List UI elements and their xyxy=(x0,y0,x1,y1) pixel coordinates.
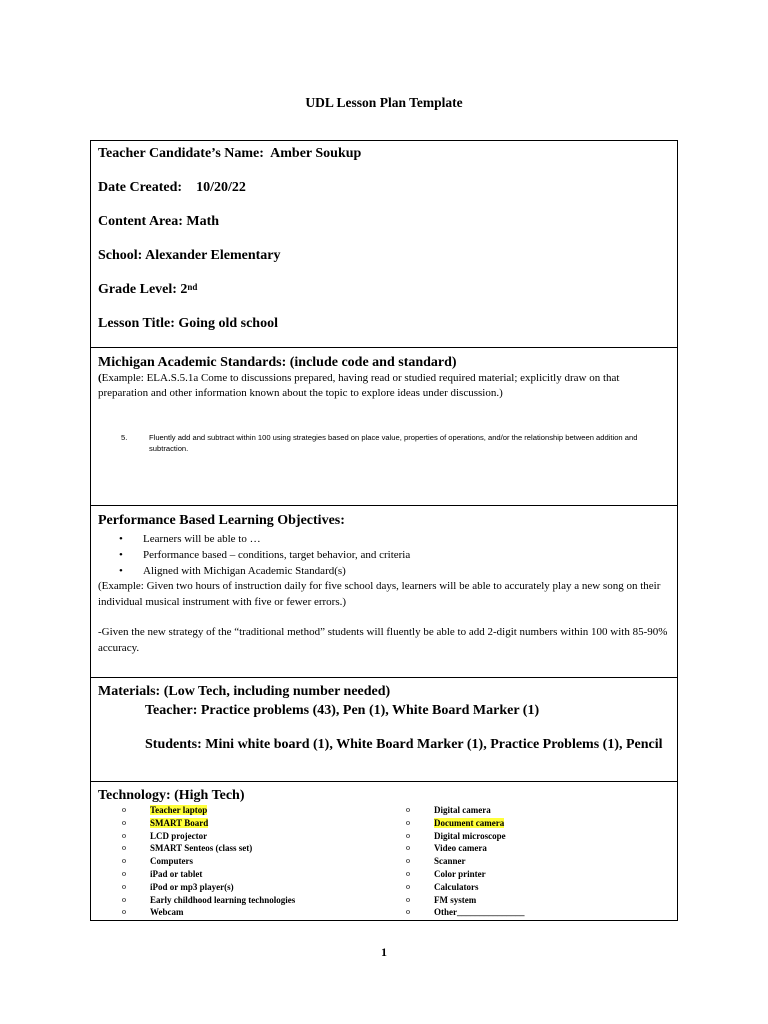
tech-item-smart-senteos-class-set xyxy=(122,842,295,855)
standard-item-text: Fluently add and subtract within 100 using strategies based on place value, properties of operations, and/or the relationship between addition and subtraction. xyxy=(149,433,638,453)
tech-item-ipod-or-mp3-player-s xyxy=(122,881,295,894)
tech-item-document-camera xyxy=(406,817,525,830)
tech-item-label: SMART Board xyxy=(150,817,209,828)
bullet-icon: • xyxy=(119,533,123,545)
tech-item-computers xyxy=(122,855,295,868)
tech-item-digital-microscope xyxy=(406,830,525,843)
bullet-text: Performance based – conditions, target behavior, and criteria xyxy=(143,549,411,561)
tech-item-label: SMART Senteos (class set) xyxy=(150,843,253,854)
list-item xyxy=(98,563,670,579)
materials-section xyxy=(91,678,677,782)
standards-section xyxy=(91,348,677,506)
grade-level-suffix: nd xyxy=(187,282,198,292)
technology-list-left xyxy=(122,804,295,919)
tech-item-webcam xyxy=(122,906,295,919)
lesson-title-value: Going old school xyxy=(178,316,278,331)
student-materials: Students: Mini white board (1), White Board Marker (1), Practice Problems (1), Pencil xyxy=(145,737,663,752)
tech-item-early-childhood-learning-technologies xyxy=(122,894,295,907)
tech-item-smart-board xyxy=(122,817,295,830)
standards-example xyxy=(98,371,670,401)
objectives-heading: Performance Based Learning Objectives: xyxy=(98,513,345,528)
teacher-info-section xyxy=(91,141,677,348)
teacher-name-label: Teacher Candidate’s Name: xyxy=(98,146,264,161)
circle-bullet-icon: o xyxy=(406,843,410,853)
circle-bullet-icon: o xyxy=(122,856,126,866)
tech-item-label: Teacher laptop xyxy=(150,805,208,815)
tech-item-label: Document camera xyxy=(434,817,505,828)
bullet-text: Aligned with Michigan Academic Standard(s) xyxy=(143,565,346,577)
objectives-bullet-list xyxy=(98,531,670,579)
grade-level-line xyxy=(98,280,670,314)
date-created-label: Date Created: xyxy=(98,180,183,195)
circle-bullet-icon: o xyxy=(122,868,126,878)
circle-bullet-icon: o xyxy=(122,881,126,891)
lesson-plan-form xyxy=(90,140,678,921)
tech-item-label: Color printer xyxy=(434,868,486,879)
technology-list xyxy=(98,804,670,916)
tech-item-label: Webcam xyxy=(150,907,184,918)
objectives-section xyxy=(91,506,677,678)
lesson-title-label: Lesson Title: xyxy=(98,316,175,331)
standard-item xyxy=(98,432,670,454)
tech-item-ipad-or-tablet xyxy=(122,868,295,881)
tech-item-label: Scanner xyxy=(434,856,466,867)
tech-item-label: FM system xyxy=(434,894,477,905)
circle-bullet-icon: o xyxy=(122,830,126,840)
content-area-value: Math xyxy=(186,214,220,229)
bullet-text: Learners will be able to … xyxy=(143,533,261,545)
tech-item-digital-camera xyxy=(406,804,525,817)
circle-bullet-icon: o xyxy=(122,894,126,904)
list-item xyxy=(98,547,670,563)
circle-bullet-icon: o xyxy=(406,817,410,827)
circle-bullet-icon: o xyxy=(122,817,126,827)
grade-level-value: 2 xyxy=(180,282,188,297)
tech-item-label: Early childhood learning technologies xyxy=(150,894,296,905)
circle-bullet-icon: o xyxy=(406,805,410,814)
grade-level-label: Grade Level: xyxy=(98,282,177,297)
tech-item-scanner xyxy=(406,855,525,868)
technology-section xyxy=(91,782,677,920)
circle-bullet-icon: o xyxy=(122,805,126,814)
bullet-icon: • xyxy=(119,565,123,577)
tech-item-fm-system xyxy=(406,894,525,907)
school-line xyxy=(98,246,670,280)
school-value: Alexander Elementary xyxy=(145,248,281,263)
date-created-value: 10/20/22 xyxy=(196,180,246,195)
tech-item-label: Calculators xyxy=(434,881,479,892)
circle-bullet-icon: o xyxy=(406,907,410,917)
circle-bullet-icon: o xyxy=(406,830,410,840)
bullet-icon: • xyxy=(119,549,123,561)
circle-bullet-icon: o xyxy=(406,856,410,866)
tech-item-teacher-laptop xyxy=(122,804,295,817)
tech-item-calculators xyxy=(406,881,525,894)
teacher-name-value: Amber Soukup xyxy=(270,146,362,161)
standard-item-number: 5. xyxy=(121,433,128,442)
tech-item-label: Digital microscope xyxy=(434,830,506,841)
tech-item-other xyxy=(406,906,525,919)
tech-item-label: iPod or mp3 player(s) xyxy=(150,881,234,892)
tech-item-label: iPad or tablet xyxy=(150,868,203,879)
tech-item-color-printer xyxy=(406,868,525,881)
content-area-label: Content Area: xyxy=(98,214,183,229)
document-title: UDL Lesson Plan Template xyxy=(305,95,463,110)
standards-example-paren: ( xyxy=(98,372,102,384)
tech-item-label: LCD projector xyxy=(150,830,208,841)
technology-list-right xyxy=(406,804,525,919)
teacher-materials: Teacher: Practice problems (43), Pen (1), White Board Marker (1) xyxy=(145,703,540,718)
standards-example-text: Example: ELA.S.5.1a Come to discussions prepared, having read or studied required material; explicitly draw on that preparation and other information known about the topic to explore ideas under discussion.) xyxy=(98,372,620,399)
tech-item-label: Digital camera xyxy=(434,805,491,815)
circle-bullet-icon: o xyxy=(122,843,126,853)
content-area-line xyxy=(98,212,670,246)
tech-item-label: Video camera xyxy=(434,843,487,854)
lesson-title-line xyxy=(98,314,670,348)
materials-heading: Materials: (Low Tech, including number needed) xyxy=(98,684,391,699)
tech-item-video-camera xyxy=(406,842,525,855)
school-label: School: xyxy=(98,248,143,263)
page-number: 1 xyxy=(381,945,387,959)
circle-bullet-icon: o xyxy=(406,868,410,878)
tech-item-label: Computers xyxy=(150,856,193,867)
list-item xyxy=(98,531,670,547)
tech-item-lcd-projector xyxy=(122,830,295,843)
circle-bullet-icon: o xyxy=(406,881,410,891)
circle-bullet-icon: o xyxy=(406,894,410,904)
tech-item-label: Other_______________ xyxy=(434,907,525,918)
objectives-example: (Example: Given two hours of instruction daily for five school days, learners will be able to accurately play a new song on their individual musical instrument with five or fewer errors.) xyxy=(98,580,661,608)
technology-heading: Technology: (High Tech) xyxy=(98,788,245,803)
standards-heading: Michigan Academic Standards: (include code and standard) xyxy=(98,355,457,370)
circle-bullet-icon: o xyxy=(122,907,126,917)
teacher-name-line xyxy=(98,144,670,178)
date-created-line xyxy=(98,178,670,212)
objective-statement: -Given the new strategy of the “traditional method” students will fluently be able to add 2-digit numbers within 100 with 85-90% accuracy. xyxy=(98,626,668,654)
